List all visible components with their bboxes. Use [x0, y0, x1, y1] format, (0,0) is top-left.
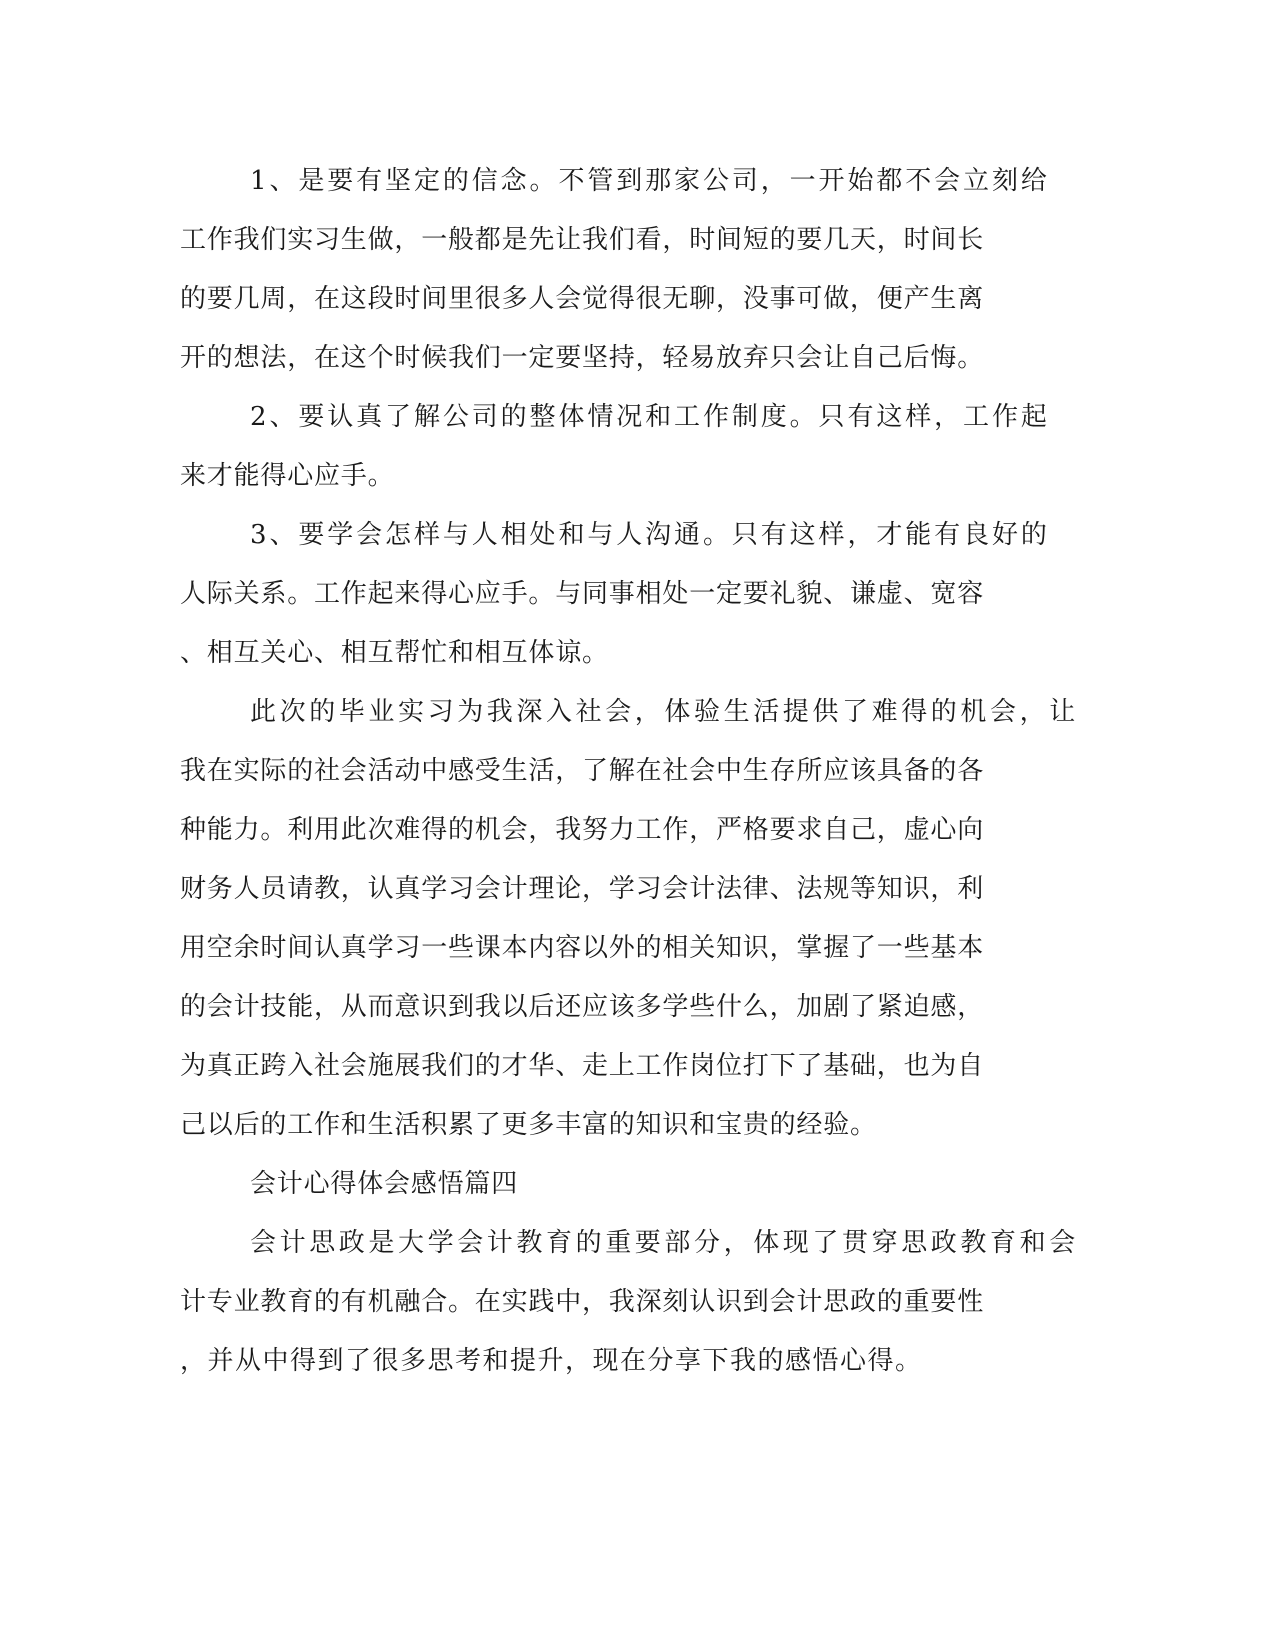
para3-line1: 3、要学会怎样与人相处和与人沟通。只有这样，才能有良好的 [250, 520, 1050, 550]
para1-line4: 开的想法，在这个时候我们一定要坚持，轻易放弃只会让自己后悔。 [180, 343, 985, 373]
para2-line1: 2、要认真了解公司的整体情况和工作制度。只有这样，工作起 [250, 402, 1050, 432]
para1-line3: 的要几周，在这段时间里很多人会觉得很无聊，没事可做，便产生离 [180, 284, 985, 314]
para4-line5: 用空余时间认真学习一些课本内容以外的相关知识，掌握了一些基本 [180, 933, 985, 963]
para4-line2: 我在实际的社会活动中感受生活，了解在社会中生存所应该具备的各 [180, 756, 985, 786]
para3-line2: 人际关系。工作起来得心应手。与同事相处一定要礼貌、谦虚、宽容 [180, 579, 985, 609]
para4-line6: 的会计技能，从而意识到我以后还应该多学些什么，加剧了紧迫感， [180, 992, 985, 1022]
para1-line1: 1、是要有坚定的信念。不管到那家公司，一开始都不会立刻给 [250, 166, 1050, 196]
para5-line3: ，并从中得到了很多思考和提升，现在分享下我的感悟心得。 [180, 1346, 923, 1376]
para3-line3: 、相互关心、相互帮忙和相互体谅。 [180, 638, 609, 668]
para4-line3: 种能力。利用此次难得的机会，我努力工作，严格要求自己，虚心向 [180, 815, 985, 845]
para4-line4: 财务人员请教，认真学习会计理论，学习会计法律、法规等知识，利 [180, 874, 985, 904]
para2-line2: 来才能得心应手。 [180, 461, 395, 491]
section-heading: 会计心得体会感悟篇四 [250, 1169, 519, 1199]
para4-line1: 此次的毕业实习为我深入社会，体验生活提供了难得的机会，让 [250, 697, 1079, 727]
para1-line2: 工作我们实习生做，一般都是先让我们看，时间短的要几天，时间长 [180, 225, 985, 255]
para4-line7: 为真正跨入社会施展我们的才华、走上工作岗位打下了基础，也为自 [180, 1051, 985, 1081]
para4-line8: 己以后的工作和生活积累了更多丰富的知识和宝贵的经验。 [180, 1110, 877, 1140]
para5-line1: 会计思政是大学会计教育的重要部分，体现了贯穿思政教育和会 [250, 1228, 1079, 1258]
para5-line2: 计专业教育的有机融合。在实践中，我深刻认识到会计思政的重要性 [180, 1287, 985, 1317]
